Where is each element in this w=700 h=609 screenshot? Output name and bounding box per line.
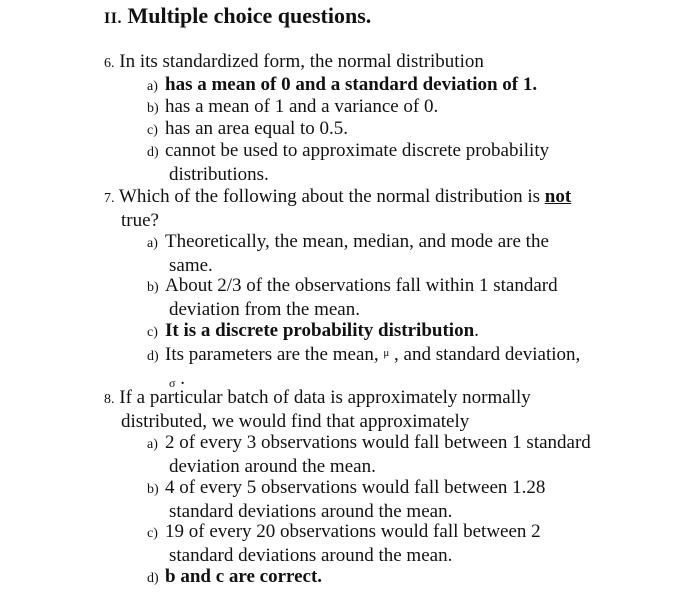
option-text: About 2/3 of the observations fall within 1 standard bbox=[165, 275, 558, 296]
option-text-continued: deviation around the mean. bbox=[169, 456, 376, 477]
option-text: cannot be used to approximate discrete probability bbox=[165, 140, 550, 161]
question-text: Which of the following about the normal distribution is bbox=[118, 186, 545, 207]
option-text-continued: same. bbox=[169, 255, 213, 276]
option-text: 4 of every 5 observations would fall between 1.28 bbox=[165, 477, 546, 498]
question-text: In its standardized form, the normal distribution bbox=[119, 51, 484, 72]
option-period: . bbox=[474, 320, 479, 341]
question-6 bbox=[104, 51, 484, 75]
option-text: has an area equal to 0.5. bbox=[165, 118, 349, 139]
question-number: 6. bbox=[104, 56, 115, 71]
option-text: has a mean of 0 and a standard deviation of 1. bbox=[165, 74, 538, 95]
question-6-option-c bbox=[147, 118, 348, 142]
option-text-continued: standard deviations around the mean. bbox=[169, 501, 453, 522]
option-letter: c) bbox=[147, 526, 158, 541]
option-text: 2 of every 3 observations would fall between 1 standard bbox=[165, 432, 591, 453]
option-letter: d) bbox=[147, 571, 159, 586]
question-8-option-a bbox=[147, 432, 591, 478]
option-letter: b) bbox=[147, 482, 159, 497]
question-6-option-a bbox=[147, 74, 537, 98]
question-8 bbox=[104, 387, 531, 433]
question-6-option-b bbox=[147, 96, 438, 120]
option-text: 19 of every 20 observations would fall between 2 bbox=[165, 521, 541, 542]
option-letter: a) bbox=[147, 437, 158, 452]
section-number: II. bbox=[104, 10, 122, 27]
question-7 bbox=[104, 186, 571, 232]
option-period: . bbox=[180, 368, 185, 389]
option-text: has a mean of 1 and a variance of 0. bbox=[165, 96, 439, 117]
question-8-option-d bbox=[147, 566, 322, 590]
option-text-continued: distributions. bbox=[169, 164, 269, 185]
option-text: b and c are correct. bbox=[165, 566, 323, 587]
option-text-mid: , and standard deviation, bbox=[389, 344, 581, 365]
option-letter: b) bbox=[147, 280, 159, 295]
option-text-continued: standard deviations around the mean. bbox=[169, 545, 453, 566]
sigma-symbol: σ bbox=[169, 376, 176, 390]
question-text-continued: true? bbox=[121, 210, 159, 231]
question-7-option-b bbox=[147, 275, 558, 321]
question-text-continued: distributed, we would find that approximately bbox=[121, 411, 470, 432]
question-7-option-c bbox=[147, 320, 479, 344]
section-title: Multiple choice questions. bbox=[127, 3, 372, 28]
question-number: 8. bbox=[104, 392, 115, 407]
question-8-option-c bbox=[147, 521, 541, 567]
option-letter: a) bbox=[147, 79, 158, 94]
option-letter: b) bbox=[147, 101, 159, 116]
option-letter: d) bbox=[147, 145, 159, 160]
question-number: 7. bbox=[104, 191, 115, 206]
question-8-option-b bbox=[147, 477, 545, 523]
option-text: Its parameters are the mean, bbox=[165, 344, 384, 365]
question-text: If a particular batch of data is approximately normally bbox=[119, 387, 531, 408]
option-letter: c) bbox=[147, 123, 158, 138]
mu-symbol: μ bbox=[383, 347, 390, 359]
question-emphasis-not: not bbox=[544, 186, 572, 207]
option-text-continued: deviation from the mean. bbox=[169, 299, 360, 320]
question-6-option-d bbox=[147, 140, 549, 186]
option-letter: a) bbox=[147, 236, 158, 251]
question-7-option-a bbox=[147, 231, 549, 277]
option-text: Theoretically, the mean, median, and mode are the bbox=[165, 231, 549, 252]
option-text: It is a discrete probability distribution bbox=[165, 320, 475, 341]
option-letter: c) bbox=[147, 325, 158, 340]
section-heading bbox=[104, 1, 371, 34]
option-letter: d) bbox=[147, 349, 159, 364]
